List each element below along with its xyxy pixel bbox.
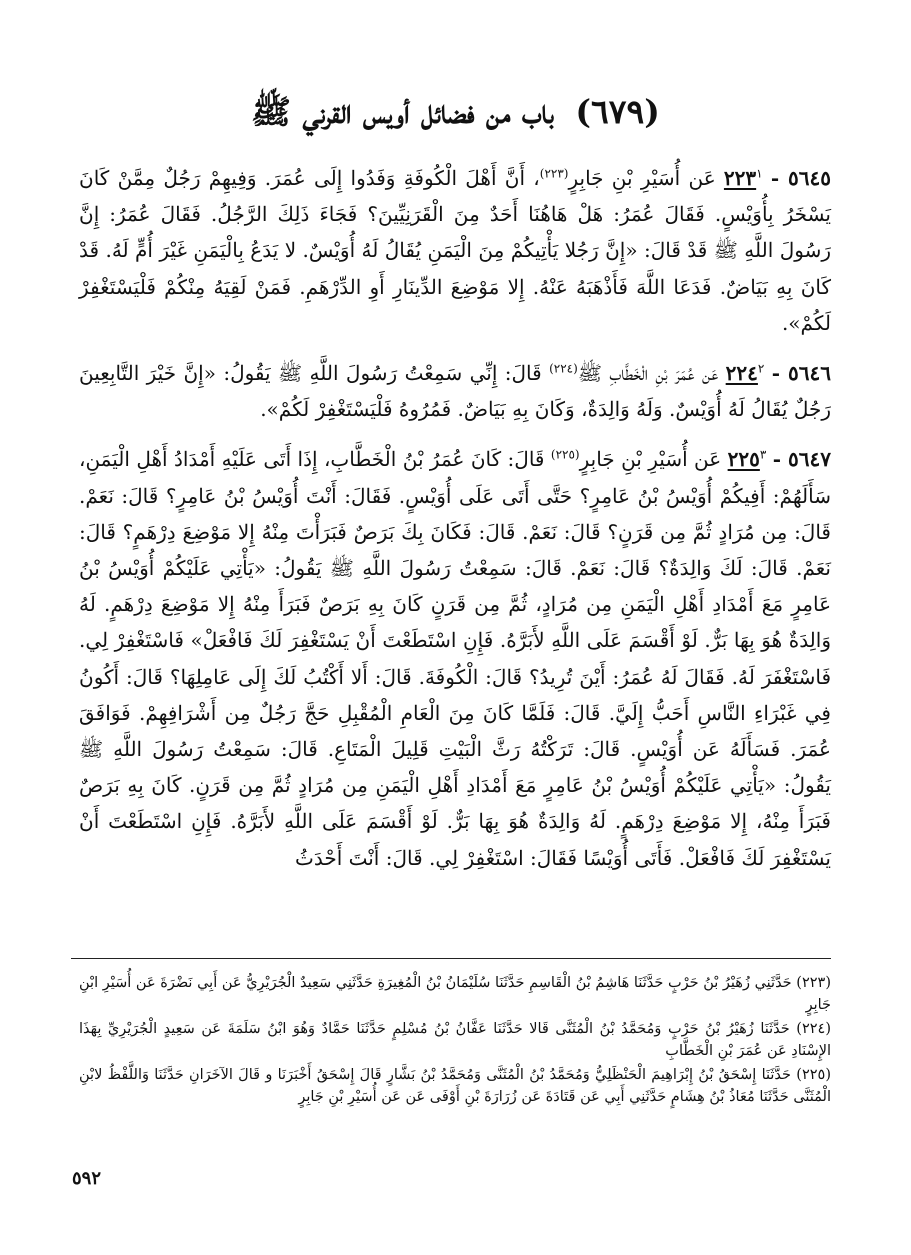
footnote-ref: (٢٢٣) [539, 166, 569, 181]
chapter-name: باب من فضائل أويس القرني ﷺ [251, 92, 554, 131]
chapter-title [0, 88, 911, 136]
hadith-index: ٢٢٤ [725, 361, 758, 386]
hadith-narrator: عَن عُمَرَ بْنِ الْخَطَّابِ ﷺ [577, 361, 719, 386]
hadith-number: ٥٦٤٧ - [772, 447, 831, 472]
hadith-index: ٢٢٣ [723, 166, 757, 190]
hadith-text: قَالَ: كَانَ عُمَرُ بْنُ الْخَطَّابِ، إِذَا أَتَى عَلَيْهِ أَمْدَادُ أَهْلِ الْيَمَنِ، سَأَلَهُمْ: أَفِيكُمْ أُوَيْسُ بْنُ عَامِرٍ؟ حَتَّى أَتَى عَلَى أُوَيْسٍ. فَقَالَ: أَنْتَ أُوَيْسُ بْنُ عَامِرٍ؟ قَالَ: نَعَمْ. قَالَ: مِن مُرَادٍ ثُمَّ مِن قَرَنٍ؟ قَالَ: نَعَمْ. قَالَ: فَكَانَ بِكَ بَرَصٌ فَبَرَأْتَ مِنْهُ إِلا مَوْضِعَ دِرْهَمٍ؟ قَالَ: نَعَمْ. قَالَ: لَكَ وَالِدَةٌ؟ قَالَ: نَعَمْ. قَالَ: سَمِعْتُ رَسُولَ اللَّهِ ﷺ يَقُولُ: «يَأْتِي عَلَيْكُمْ أُوَيْسُ بْنُ عَامِرٍ مَعَ أَمْدَادِ أَهْلِ الْيَمَنِ مِن مُرَادٍ، ثُمَّ مِن قَرَنٍ كَانَ بِهِ بَرَصٌ فَبَرَأَ مِنْهُ إِلا مَوْضِعَ دِرْهَمٍ. لَهُ وَالِدَةٌ هُوَ بِهَا بَرٌّ. لَوْ أَقْسَمَ عَلَى اللَّهِ لأَبَرَّهُ. فَإِنِ اسْتَطَعْتَ أَنْ يَسْتَغْفِرَ لَكَ فَافْعَلْ» فَاسْتَغْفِرْ لِي. فَاسْتَغْفَرَ لَهُ. فَقَالَ لَهُ عُمَرُ: أَيْنَ تُرِيدُ؟ قَالَ: الْكُوفَةَ. قَالَ: أَلا أَكْتُبُ لَكَ إِلَى عَامِلِهَا؟ قَالَ: أَكُونُ فِي غَبْرَاءِ النَّاسِ أَحَبُّ إِلَيَّ. قَالَ: فَلَمَّا كَانَ مِنَ الْعَامِ الْمُقْبِلِ حَجَّ رَجُلٌ مِن أَشْرَافِهِمْ. فَوَافَقَ عُمَرَ. فَسَأَلَهُ عَن أُوَيْسٍ. قَالَ: تَرَكْتُهُ رَثَّ الْبَيْتِ قَلِيلَ الْمَتَاعِ. قَالَ: سَمِعْتُ رَسُولَ اللَّهِ ﷺ يَقُولُ: «يَأْتِي عَلَيْكُمْ أُوَيْسُ بْنُ عَامِرٍ مَعَ أَمْدَادِ أَهْلِ الْيَمَنِ مِن مُرَادٍ ثُمَّ مِن قَرَنٍ. كَانَ بِهِ بَرَصٌ فَبَرَأَ مِنْهُ، إِلا مَوْضِعَ دِرْهَمٍ. لَهُ وَالِدَةٌ هُوَ بِهَا بَرٌّ. لَوْ أَقْسَمَ عَلَى اللَّهِ لأَبَرَّهُ. فَإِنِ اسْتَطَعْتَ أَنْ يَسْتَغْفِرَ لَكَ فَافْعَلْ. فَأَتَى أُوَيْسًا فَقَالَ: اسْتَغْفِرْ لِي. قَالَ: أَنْتَ أَحْدَثُ [79, 447, 831, 870]
hadith-5646 [79, 355, 831, 427]
hadith-narrator: عَن أُسَيْرِ بْنِ جَابِرٍ [579, 447, 722, 472]
footnotes [79, 972, 831, 1110]
hadith-5645 [79, 160, 831, 341]
footnote-225: (٢٢٥) حَدَّثَنَا إِسْحَقُ بْنُ إِبْرَاهِيمَ الْحَنْظَلِيُّ وَمُحَمَّدُ بْنُ الْمُثَنَّى وَمُحَمَّدُ بْنُ بَشَّارٍ قَالَ إِسْحَقُ أَخْبَرَنَا و قَالَ الآخَرَانِ حَدَّثَنَا وَاللَّفْظُ لابْنِ الْمُثَنَّى حَدَّثَنَا مُعَاذُ بْنُ هِشَامٍ حَدَّثَنِي أَبِي عَن قَتَادَةَ عَن زُرَارَةَ بْنِ أَوْفَى عَن عَن أُسَيْرِ بْنِ جَابِرٍ [79, 1067, 831, 1105]
page-number: ٥٩٢ [72, 1168, 102, 1189]
footnote-divider [71, 958, 831, 959]
footnote-ref: (٢٢٤) [549, 361, 578, 376]
footnote-223: (٢٢٣) حَدَّثَنِي زُهَيْرُ بْنُ حَرْبٍ حَدَّثَنَا هَاشِمُ بْنُ الْقَاسِمِ حَدَّثَنَا سُلَيْمَانُ بْنُ الْمُغِيرَةِ حَدَّثَنِي سَعِيدٌ الْجُرَيْرِيُّ عَن أَبِي نَضْرَةَ عَن أُسَيْرِ ابْنِ جَابِرٍ [79, 975, 831, 1013]
hadith-5647 [79, 441, 831, 875]
hadith-body [79, 160, 831, 876]
chapter-number: (٦٧٩) [575, 92, 660, 131]
hadith-number: ٥٦٤٦ - [771, 361, 832, 386]
hadith-text: ، أَنَّ أَهْلَ الْكُوفَةِ وَفَدُوا إِلَى عُمَرَ. وَفِيهِمْ رَجُلٌ مِمَّنْ كَانَ يَسْخَرُ بِأُوَيْسٍ. فَقَالَ عُمَرُ: هَلْ هَاهُنَا أَحَدٌ مِنَ الْقَرَنِيِّينَ؟ فَجَاءَ ذَلِكَ الرَّجُلُ. فَقَالَ عُمَرُ: إِنَّ رَسُولَ اللَّهِ ﷺ قَدْ قَالَ: «إِنَّ رَجُلا يَأْتِيكُمْ مِنَ الْيَمَنِ يُقَالُ لَهُ أُوَيْسٌ. لا يَدَعُ بِالْيَمَنِ غَيْرَ أُمٍّ لَهُ. قَدْ كَانَ بِهِ بَيَاضٌ. فَدَعَا اللَّهَ فَأَذْهَبَهُ عَنْهُ. إِلا مَوْضِعَ الدِّينَارِ أَوِ الدِّرْهَمِ. فَمَنْ لَقِيَهُ مِنْكُمْ فَلْيَسْتَغْفِرْ لَكُمْ». [79, 166, 831, 335]
hadith-narrator: عَن أُسَيْرِ بْنِ جَابِرٍ [568, 166, 716, 190]
hadith-sub-index: ٣ [759, 447, 767, 462]
footnote-224: (٢٢٤) حَدَّثَنَا زُهَيْرُ بْنُ حَرْبٍ وَمُحَمَّدُ بْنُ الْمُثَنَّى قَالا حَدَّثَنَا عَفَّانُ بْنُ مُسْلِمٍ حَدَّثَنَا حَمَّادٌ وَهُوَ ابْنُ سَلَمَةَ عَن سَعِيدٍ الْجُرَيْرِيِّ بِهَذَا الإِسْنَادِ عَن عُمَرَ بْنِ الْخَطَّابِ [79, 1021, 831, 1059]
hadith-text: قَالَ: إِنِّي سَمِعْتُ رَسُولَ اللَّهِ ﷺ يَقُولُ: «إِنَّ خَيْرَ التَّابِعِينَ رَجُلٌ يُقَالُ لَهُ أُوَيْسٌ. وَلَهُ وَالِدَةٌ، وَكَانَ بِهِ بَيَاضٌ. فَمُرُوهُ فَلْيَسْتَغْفِرْ لَكُمْ». [79, 361, 831, 422]
hadith-sub-index: ٢ [757, 361, 765, 376]
footnote-ref: (٢٢٥) [550, 447, 580, 462]
hadith-index: ٢٢٥ [727, 447, 760, 472]
hadith-sub-index: ١ [756, 166, 763, 181]
hadith-number: ٥٦٤٥ - [770, 166, 832, 190]
